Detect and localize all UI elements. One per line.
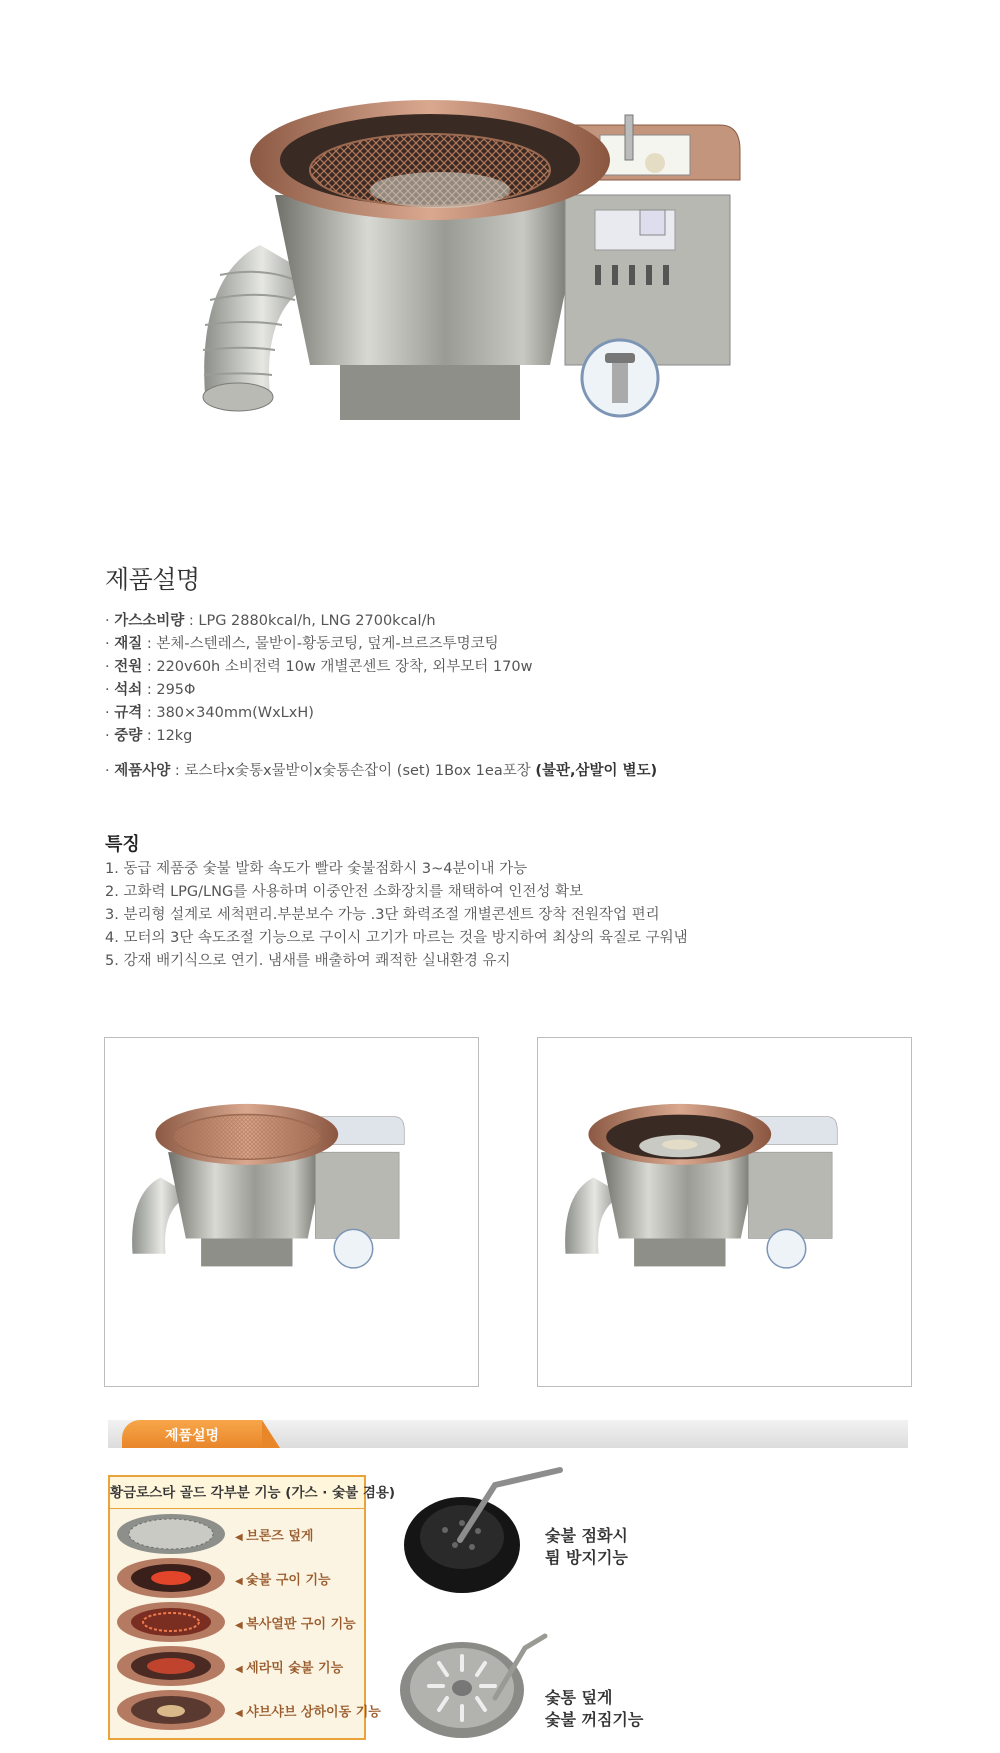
spec-weight: · 중량 : 12kg xyxy=(105,728,193,744)
charcoal-grill-thumbnail xyxy=(115,1557,227,1599)
bronze-lid-thumbnail xyxy=(115,1513,227,1555)
feature-item: 5. 강재 배기식으로 연기. 냄새를 배출하여 쾌적한 실내환경 유지 xyxy=(105,953,511,969)
spec-gas-consumption: · 가스소비량 : LPG 2880kcal/h, LNG 2700kcal/h xyxy=(105,613,436,629)
section-tab: 제품설명 xyxy=(122,1420,262,1448)
product-photo-open xyxy=(537,1037,912,1387)
description-title: 제품설명 xyxy=(105,565,200,594)
function-row: ◀ 숯불 구이 기능 xyxy=(115,1557,361,1599)
spec-package: · 제품사양 : 로스타x숯통x물받이x숯통손잡이 (set) 1Box 1ea포장 (불판,삼발이 별도) xyxy=(105,763,658,779)
function-row: ◀ 세라믹 숯불 기능 xyxy=(115,1645,361,1687)
features-list xyxy=(105,858,688,973)
spec-power: · 전원 : 220v60h 소비전력 10w 개별콘센트 장착, 외부모터 170w xyxy=(105,659,533,675)
feature-item: 4. 모터의 3단 속도조절 기능으로 구이시 고기가 마르는 것을 방지하여 최상의 육질로 구워냄 xyxy=(105,930,688,946)
radiant-plate-thumbnail xyxy=(115,1601,227,1643)
shabu-shabu-thumbnail xyxy=(115,1689,227,1731)
product-photo-open-image xyxy=(563,1093,888,1323)
section-header-bar xyxy=(108,1420,908,1448)
hero-product-image xyxy=(200,95,840,515)
functions-panel xyxy=(108,1475,396,1740)
part-label-box-lid: 숯통 덮게 숯불 꺼짐기능 xyxy=(545,1688,644,1729)
product-photo-grill-image xyxy=(130,1093,455,1323)
spec-list xyxy=(105,610,657,783)
charcoal-box-lid-image xyxy=(395,1628,565,1743)
function-row: ◀ 브론즈 덮게 xyxy=(115,1513,361,1555)
feature-item: 2. 고화력 LPG/LNG를 사용하며 이중안전 소화장치를 채택하여 인전성 확보 xyxy=(105,884,583,900)
spec-dimensions: · 규격 : 380×340mm(WxLxH) xyxy=(105,705,314,721)
product-photo-with-grill xyxy=(104,1037,479,1387)
functions-title: 황금로스타 골드 각부분 기능 (가스 · 숯불 겸용) xyxy=(110,1477,364,1509)
ceramic-charcoal-thumbnail xyxy=(115,1645,227,1687)
feature-item: 3. 분리형 설계로 세척편리.부분보수 가능 .3단 화력조절 개별콘센트 장착 전원작업 편리 xyxy=(105,907,660,923)
function-row: ◀ 복사열판 구이 기능 xyxy=(115,1601,361,1643)
function-row: ◀ 샤브샤브 상하이동 기능 xyxy=(115,1689,361,1731)
spec-material: · 재질 : 본체-스텐레스, 물받이-황동코팅, 덮게-브르즈투명코팅 xyxy=(105,636,499,652)
feature-item: 1. 동급 제품중 숯불 발화 속도가 빨라 숯불점화시 3~4분이내 가능 xyxy=(105,861,528,877)
part-label-splash-guard: 숯불 점화시 튐 방지기능 xyxy=(545,1526,628,1567)
features-title: 특징 xyxy=(105,834,140,855)
spec-grill: · 석쇠 : 295Φ xyxy=(105,682,196,698)
